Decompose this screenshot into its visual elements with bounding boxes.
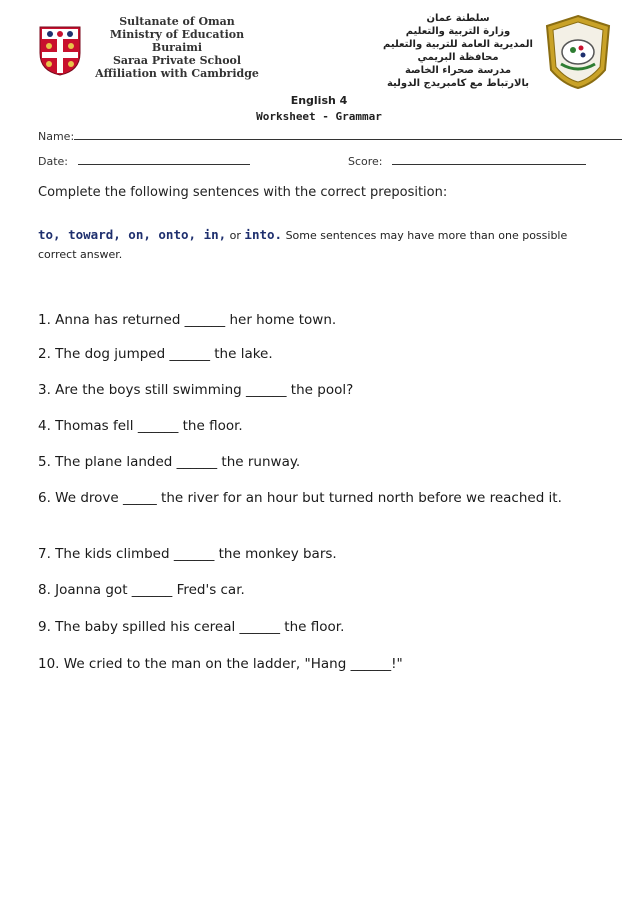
cambridge-crest-icon: [38, 25, 82, 77]
school-emblem-icon: [543, 14, 613, 90]
school-info: [92, 15, 262, 80]
header-line: Affiliation with Cambridge: [95, 67, 259, 80]
question-10: 10. We cried to the man on the ladder, "Hang ______!": [38, 656, 403, 672]
question-3: 3. Are the boys still swimming ______ the pool?: [38, 382, 354, 398]
name-label: Name:: [38, 130, 75, 143]
question-5: 5. The plane landed ______ the runway.: [38, 454, 301, 470]
word-list: to, toward, on, onto, in,: [38, 227, 227, 242]
arabic-header: [378, 12, 620, 102]
name-row: [38, 129, 622, 143]
question-9: 9. The baby spilled his cereal ______ the floor.: [38, 619, 345, 635]
worksheet-title: Worksheet - Grammar: [256, 110, 382, 123]
word-or: or: [229, 229, 241, 242]
score-label: Score:: [348, 155, 383, 168]
word-last: into.: [244, 227, 283, 242]
header-line: Saraa Private School: [112, 54, 242, 67]
school-header: [38, 15, 259, 85]
score-row: [348, 154, 586, 168]
arabic-line: المديرية العامة للتربية والتعليم: [383, 39, 533, 50]
arabic-line: سلطنة عمان: [426, 13, 490, 24]
date-label: Date:: [38, 155, 68, 168]
score-line[interactable]: [392, 154, 586, 165]
question-2: 2. The dog jumped ______ the lake.: [38, 346, 273, 362]
instruction: Complete the following sentences with the correct preposition:: [38, 185, 448, 200]
question-6: 6. We drove _____ the river for an hour but turned north before we reached it.: [38, 490, 562, 506]
arabic-line: مدرسة صحراء الخاصة: [404, 65, 512, 76]
date-row: [38, 154, 250, 168]
question-4: 4. Thomas fell ______ the floor.: [38, 418, 243, 434]
arabic-line: وزارة التربية والتعليم: [405, 26, 511, 37]
date-line[interactable]: [78, 154, 250, 165]
question-8: 8. Joanna got ______ Fred's car.: [38, 582, 245, 598]
arabic-line: محافظة البريمي: [417, 52, 499, 63]
question-1: 1. Anna has returned ______ her home town.: [38, 312, 337, 328]
word-bank: [38, 225, 598, 264]
header-line: Ministry of Education: [109, 28, 245, 41]
name-line[interactable]: [74, 129, 622, 140]
header-line: Sultanate of Oman: [119, 15, 235, 28]
arabic-info: [378, 12, 538, 90]
question-7: 7. The kids climbed ______ the monkey bars.: [38, 546, 337, 562]
header-line: Buraimi: [151, 41, 203, 54]
word-note: Some sentences may have more than one possible correct answer.: [38, 229, 568, 261]
arabic-line: بالارتباط مع كامبريدج الدولية: [386, 78, 530, 89]
subject-title: English 4: [290, 94, 348, 107]
